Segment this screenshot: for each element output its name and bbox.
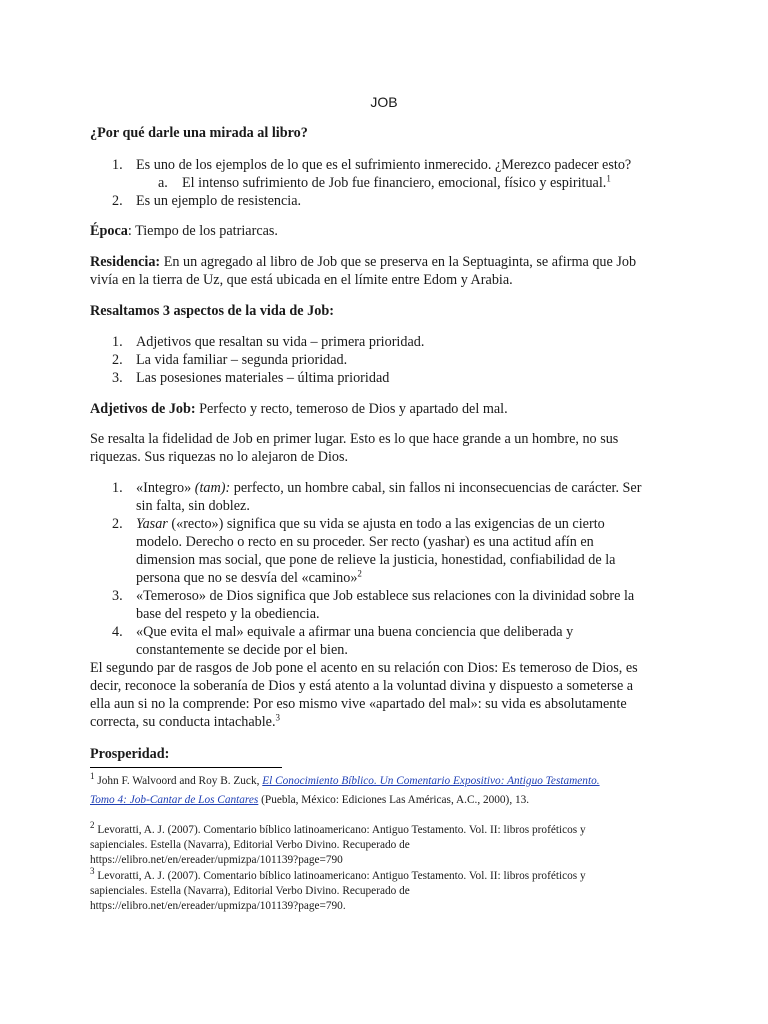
prosperidad-heading: Prosperidad: bbox=[90, 746, 170, 762]
list-item: Las posesiones materiales – última prioridad bbox=[136, 370, 390, 386]
footnote-ref[interactable]: 1 bbox=[606, 173, 611, 184]
segundo-line2: decir, reconoce la soberanía de Dios y está atento a la voluntad divina y dispuesto a someterse a bbox=[90, 678, 634, 694]
footnote-3: $^3$ Levoratti, A. J. (2007). Comentario bíblico latinoamericano: Antiguo Testamento. Vol. II: libros proféticos y bbox=[90, 866, 586, 882]
residencia-paragraph: Residencia: En un agregado al libro de Job que se preserva en la Septuaginta, se afirma que Job bbox=[90, 254, 637, 270]
list-number: 2. bbox=[112, 352, 123, 368]
footnote-1: $^1$ John F. Walvoord and Roy B. Zuck, El Conocimiento Bíblico. Un Comentario Expositivo: Antiguo Testamento. bbox=[90, 771, 600, 787]
segundo-line1: El segundo par de rasgos de Job pone el acento en su relación con Dios: Es temeroso de Dios, es bbox=[90, 660, 638, 676]
footnote-2-line2: sapienciales. Estella (Navarra), Editorial Verbo Divino. Recuperado de bbox=[90, 839, 410, 851]
footnote-2-line3: https://elibro.net/en/ereader/upmizpa/101139?page=790 bbox=[90, 854, 343, 866]
footnote-separator bbox=[90, 767, 282, 768]
footnote-2: $^2$ Levoratti, A. J. (2007). Comentario bíblico latinoamericano: Antiguo Testamento. Vol. II: libros proféticos y bbox=[90, 820, 586, 836]
why-heading: ¿Por qué darle una mirada al libro? bbox=[90, 125, 308, 141]
list-number: 3. bbox=[112, 370, 123, 386]
segundo-line4: correcta, su conducta intachable.$^3$ bbox=[90, 712, 281, 730]
list-number: 2. bbox=[112, 193, 123, 209]
citation-link[interactable]: El Conocimiento Bíblico. Un Comentario Expositivo: Antiguo Testamento. bbox=[262, 775, 600, 787]
list-item: Es un ejemplo de resistencia. bbox=[136, 193, 302, 209]
footnote-3-line2: sapienciales. Estella (Navarra), Editorial Verbo Divino. Recuperado de bbox=[90, 885, 410, 897]
footnote-1-line2: Tomo 4: Job-Cantar de Los Cantares (Puebla, México: Ediciones Las Américas, A.C., 2000), 13. bbox=[90, 794, 530, 806]
adjetivos-paragraph: Adjetivos de Job: Perfecto y recto, temeroso de Dios y apartado del mal. bbox=[90, 401, 508, 417]
citation-link[interactable]: Tomo 4: Job-Cantar de Los Cantares bbox=[90, 794, 259, 806]
segundo-line3: ella aun si no la comprende: Por eso mismo vive «apartado del mal»: su vida es absolutamente bbox=[90, 696, 627, 712]
list-item: «Integro» (tam): perfecto, un hombre cabal, sin fallos ni inconsecuencias de carácter. Ser bbox=[136, 480, 642, 496]
sub-list-letter: a. bbox=[158, 175, 168, 191]
list-item: Es uno de los ejemplos de lo que es el sufrimiento inmerecido. ¿Merezco padecer esto? bbox=[136, 157, 632, 173]
aspects-heading: Resaltamos 3 aspectos de la vida de Job: bbox=[90, 303, 334, 319]
sub-list-item: El intenso sufrimiento de Job fue financiero, emocional, físico y espiritual.$^1$ bbox=[182, 173, 611, 191]
list-item-continuation: base del respeto y la obediencia. bbox=[136, 606, 320, 622]
list-item-continuation: sin falta, sin doblez. bbox=[136, 498, 250, 514]
list-item: «Temeroso» de Dios significa que Job establece sus relaciones con la divinidad sobre la bbox=[136, 588, 635, 604]
list-number: 1. bbox=[112, 334, 123, 350]
list-number: 4. bbox=[112, 624, 123, 640]
list-number: 1. bbox=[112, 480, 123, 496]
list-item: «Que evita el mal» equivale a afirmar una buena conciencia que deliberada y bbox=[136, 624, 574, 640]
footnote-ref[interactable]: 2 bbox=[357, 568, 362, 579]
list-item-continuation: constantemente se decide por el bien. bbox=[136, 642, 348, 658]
document-title: JOB bbox=[370, 94, 398, 110]
fidelidad-line2: riquezas. Sus riquezas no lo alejaron de Dios. bbox=[90, 449, 349, 465]
fidelidad-line1: Se resalta la fidelidad de Job en primer lugar. Esto es lo que hace grande a un hombre, no sus bbox=[90, 431, 619, 447]
footnote-3-line3: https://elibro.net/en/ereader/upmizpa/101139?page=790. bbox=[90, 900, 346, 912]
footnote-ref[interactable]: 3 bbox=[275, 712, 281, 723]
list-number: 1. bbox=[112, 157, 123, 173]
list-number: 3. bbox=[112, 588, 123, 604]
list-item-continuation: dimension mas social, que pone de relieve la justicia, honestidad, confiabilidad de la bbox=[136, 552, 616, 568]
list-item-continuation: persona que no se desvía del «camino»$^2$ bbox=[136, 568, 362, 586]
list-item: Adjetivos que resaltan su vida – primera prioridad. bbox=[136, 334, 425, 350]
list-item-continuation: modelo. Derecho o recto en su proceder. Ser recto (yashar) es una actitud afín en bbox=[136, 534, 594, 550]
epoca-paragraph: Época: Tiempo de los patriarcas. bbox=[90, 223, 278, 239]
list-number: 2. bbox=[112, 516, 123, 532]
list-item: La vida familiar – segunda prioridad. bbox=[136, 352, 348, 368]
list-item: Yasar («recto») significa que su vida se ajusta en todo a las exigencias de un cierto bbox=[136, 516, 605, 532]
residencia-paragraph-line2: vivía en la tierra de Uz, que está ubicada en el límite entre Edom y Arabia. bbox=[90, 272, 513, 288]
